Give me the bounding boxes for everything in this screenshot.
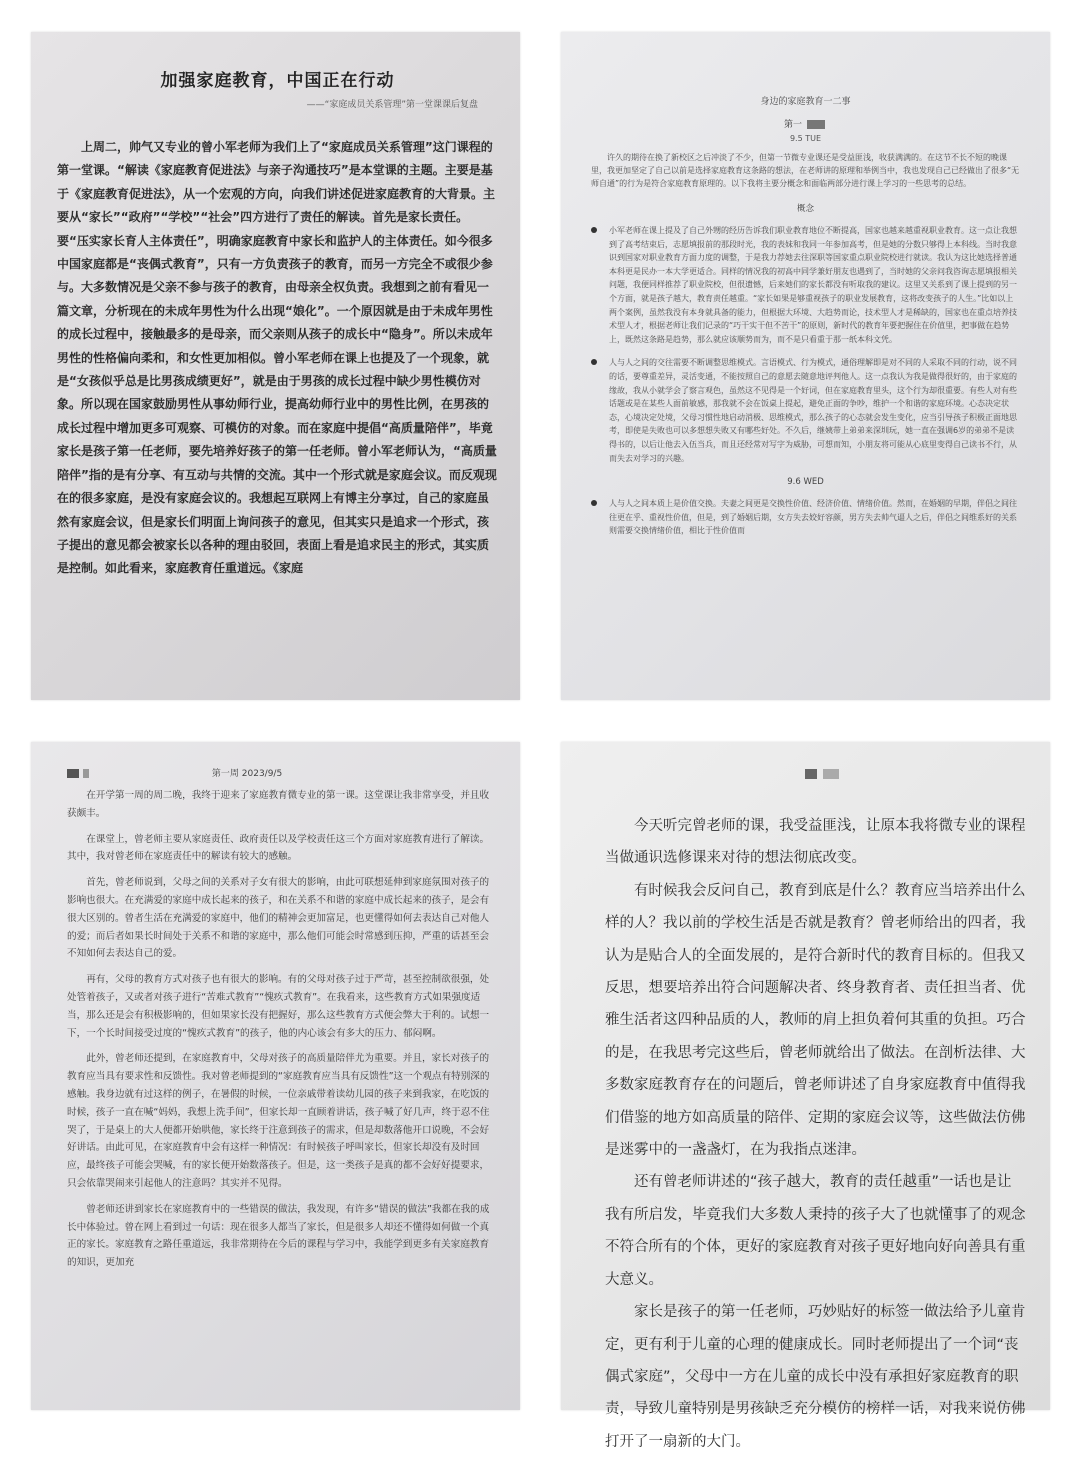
bullet-item <box>591 356 1020 465</box>
handout-page-1 <box>31 32 520 700</box>
bullet-item <box>591 497 1020 538</box>
handout-page-3 <box>31 742 520 1410</box>
bullet-text: 小军老师在课上提及了自己外甥的经历告诉我们职业教育地位不断提高，国家也越来越重视职业教育。这一点让我想到了高考结束后，志愿填报前的那段时光，我的表妹和我同一年参加高考，但是她的分数只够得上本科线。当时我意识到国家对职业教育方面力度的调整，于是我力荐她去往深职等国家重点职业院校进行就读。我认为这比她选择普通本科更是民办一本大学更适合。同样的情况我的初高中同学兼好朋友也遇到了，当时她的父亲问我咨询志愿填报相关问题，我便同样推荐了职业院校，但很遗憾，后来她们的家长都没有听取我的建议。这里又关系到了课上提到的另一个方面，就是孩子越大，教育责任越重。“家长如果是够重视孩子的职业发展教育，这将改变孩子的人生。”比如以上两个案例，虽然我没有本身就具备的能力，但根据大环境、大趋势而论，技术型人才是稀缺的，国家也在重点培养技术型人才，根据老师让我们记录的“巧干实干但不苦干”的原则，新时代的教育年要把握住在价值里，把事做在趋势上，既然这条路是趋势，那么就应该顺势而为，而不是只看重于那一纸本科文凭。 <box>609 226 1017 344</box>
page-subtitle: ——“家庭成员关系管理”第一堂课课后复盘 <box>306 100 478 110</box>
bullet-dot-icon <box>591 359 597 365</box>
bullet-dot-icon <box>591 227 597 233</box>
handout-page-4 <box>561 742 1050 1450</box>
redacted-mark <box>823 769 839 779</box>
body-paragraph: 再有，父母的教育方式对孩子也有很大的影响。有的父母对孩子过于严苛，甚至控制欲很强，处处管着孩子，又或者对孩子进行“苦难式教育”“愧疚式教育”。在我看来，这些教育方式如果强度适当，那么还是会有积极影响的，但如果家长没有把握好，那么这些教育方式便会弊大于利的。试想一下，一个长时间接受过度的“愧疚式教育”的孩子，他的内心该会有多大的压力、郁闷啊。 <box>67 974 490 1039</box>
body-paragraph: 首先，曾老师说到，父母之间的关系对子女有很大的影响，由此可联想延伸到家庭氛围对孩子的影响也很大。在充满爱的家庭中成长起来的孩子，和在关系不和谐的家庭中成长起来的孩子，是会有很大区别的。曾者生活在充满爱的家庭中，他们的精神会更加富足，也更懂得如何去表达自己对他人的爱；而后者如果长时间处于关系不和谐的家庭中，那么他们可能会时常感到压抑，严重的话甚至会不知如何去表达自己的爱。 <box>67 877 490 960</box>
header-date: 2023/9/5 <box>241 769 283 779</box>
header-week: 第一周 <box>211 769 239 779</box>
body-paragraph: 在课堂上，曾老师主要从家庭责任、政府责任以及学校责任这三个方面对家庭教育进行了解读。其中，我对曾老师在家庭责任中的解读有较大的感触。 <box>67 833 490 863</box>
handout-page-2 <box>561 32 1050 700</box>
body-paragraph: 有时候我会反问自己，教育到底是什么？教育应当培养出什么样的人？我以前的学校生活是否就是教育？曾老师给出的四者，我认为是贴合人的全面发展的，是符合新时代的教育目标的。但我又反思，想要培养出符合问题解决者、终身教育者、责任担当者、优雅生活者这四种品质的人，教师的肩上担负着何其重的负担。巧合的是，在我思考完这些后，曾老师就给出了做法。在剖析法律、大多数家庭教育存在的问题后，曾老师讲述了自身家庭教育中值得我们借鉴的地方如高质量的陪伴、定期的家庭会议等，这些做法仿佛是迷雾中的一盏盏灯，在为我指点迷津。 <box>605 882 1026 1159</box>
bullet-text: 人与人之间本质上是价值交换。夫妻之间更是交换性价值、经济价值、情绪价值。然而，在婚姻的早期，伴侣之间往往更在乎、重视性价值，但是，到了婚姻后期，女方失去姣好容颜，男方失去帅气逼人之后，伴侣之间维系好的关系则需要交换情绪价值，相比于性价值而 <box>609 499 1017 536</box>
redacted-name <box>67 769 79 778</box>
redacted-name <box>805 769 817 779</box>
bullet-text: 人与人之间的交往需要不断调整思维模式。言语模式、行为模式，通俗理解即是对不同的人采取不同的行动，说不同的话，要尊重差异，灵活变通，不能按照自己的意愿去随意地评判他人。这一点我认为我是做得很好的，由于家庭的缘故，我从小就学会了察言观色，虽然这不见得是一个好词，但在家庭教育里头，这个行为却很重要。有些人对有些话题或是在某些人面前敏感，那我就不会在饭桌上提起，避免正面的争吵，维护一个和谐的家庭环境。心态决定状态，心境决定处境，父母习惯性地启动消极、思维模式，那么孩子的心态就会发生变化，应当引导孩子积极正面地思考，即使是失败也可以多想想失败又有哪些好处。不久后，继姨带上弟弟来深圳玩，她一直在强调6岁的弟弟不是读得书的，以后让他去入伍当兵，而且还经常对写字为威胁，可想而知，小朋友将可能从心底里变得自己读书不行，从而失去对学习的兴趣。 <box>609 358 1017 463</box>
body-paragraph: 此外，曾老师还提到，在家庭教育中，父母对孩子的高质量陪伴尤为重要。并且，家长对孩子的教育应当具有要求性和反馈性。我对曾老师提到的“家庭教育应当具有反馈性”这一个观点有特别深的感触。我身边就有过这样的例子，在暑假的时候，一位亲戚带着读幼儿园的孩子来到我家，在吃饭的时候，孩子一直在喊“妈妈，我想上洗手间”，但家长却一直顾着讲话，孩子喊了好几声，终于忍不住哭了，于是桌上的大人便都开始哄他，家长终于注意到孩子的需求，但是却数落他开口说晚，不会好好讲话。由此可见，在家庭教育中会有这样一种情况：有时候孩子呼叫家长，但家长却没有及时回应，最终孩子可能会哭喊，有的家长便开始数落孩子。但是，这一类孩子是真的都不会好好提要求，只会依靠哭闹来引起他人的注意吗？其实并不见得。 <box>67 1053 490 1189</box>
bullet-item <box>591 224 1020 346</box>
section-heading: 概念 <box>796 204 814 214</box>
entry-date: 9.5 TUE <box>789 134 822 143</box>
body-paragraph: 曾老师还讲到家长在家庭教育中的一些错误的做法，我发现，有许多“错误的做法”我都在我的成长中体验过。曾在网上看到过一句话：现在很多人都当了家长，但是很多人却还不懂得如何做一个真正的家长。家庭教育之路任重道远，我非常期待在今后的课程与学习中，我能学到更多有关家庭教育的知识，更加充 <box>67 1203 490 1269</box>
redacted-mark <box>83 769 89 778</box>
page-header <box>67 766 490 779</box>
author-line <box>591 117 1020 130</box>
page-title: 加强家庭教育，中国正在行动 <box>160 71 395 91</box>
page-header <box>605 764 1026 776</box>
page-title: 身边的家庭教育一二事 <box>760 97 851 107</box>
body-paragraph: 上周二，帅气又专业的曾小军老师为我们上了“家庭成员关系管理”这门课程的第一堂课。“解读《家庭教育促进法》与亲子沟通技巧”是本堂课的主题。主要是基于《家庭教育促进法》，从一个宏观的方向，向我们讲述促进家庭教育的大背景。主要从“家长”“政府”“学校”“社会”四方进行了责任的解读。首先是家长责任。要“压实家长育人主体责任”，明确家庭教育中家长和监护人的主体责任。如今很多中国家庭都是“丧偶式教育”，只有一方负责孩子的教育，而另一方完全不或很少参与。大多数情况是父亲不参与孩子的教育，由母亲全权负责。我想到之前有看见一篇文章，分析现在的未成年男性为什么出现“娘化”。一个原因就是由于未成年男性的成长过程中，接触最多的是母亲，而父亲则从孩子的成长中“隐身”。所以未成年男性的性格偏向柔和，和女性更加相似。曾小军老师在课上也提及了一个现象，就是“女孩似乎总是比男孩成绩更好”，就是由于男孩的成长过程中缺少男性模仿对象。所以现在国家鼓励男性从事幼师行业，提高幼师行业中的男性比例，在男孩的成长过程中增加更多可观察、可模仿的对象。而在家庭中提倡“高质量陪伴”，毕竟家长是孩子第一任老师，要先培养好孩子的第一任老师。曾小军老师认为，“高质量陪伴”指的是有分享、有互动与共情的交流。其中一个形式就是家庭会议。而反观现在的很多家庭，是没有家庭会议的。我想起互联网上有博主分享过，自己的家庭虽然有家庭会议，但是家长们明面上询问孩子的意见，但其实只是追求一个形式，孩子提出的意见都会被家长以各种的理由驳回，表面上看是追求民主的形式，其实质是控制。如此看来，家庭教育任重道远。《家庭 <box>57 140 497 576</box>
redacted-name <box>807 120 825 129</box>
body-paragraph: 还有曾老师讲述的“孩子越大，教育的责任越重”一话也是让我有所启发，毕竟我们大多数人秉持的孩子大了也就懂事了的观念不符合所有的个体，更好的家庭教育对孩子更好地向好向善具有重大意义。 <box>605 1174 1026 1288</box>
author-prefix: 第一 <box>784 120 803 130</box>
body-paragraph: 今天听完曾老师的课，我受益匪浅，让原本我将微专业的课程当做通识选修课来对待的想法彻底改变。 <box>605 818 1026 867</box>
entry-date: 9.6 WED <box>787 477 824 488</box>
bullet-dot-icon <box>591 500 597 506</box>
body-paragraph: 家长是孩子的第一任老师，巧妙贴好的标签一做法给予儿童肯定，更有利于儿童的心理的健康成长。同时老师提出了一个词“丧偶式家庭”，父母中一方在儿童的成长中没有承担好家庭教育的职责，导致儿童特别是男孩缺乏充分模仿的榜样一话，对我来说仿佛打开了一扇新的大门。 <box>605 1304 1026 1450</box>
intro-paragraph: 许久的期待在换了新校区之后冲淡了不少，但第一节微专业课还是受益匪浅，收获满满的。在这节不长不短的晚课里，我更加坚定了自己以前是选择家庭教育这条路的想法，在老师讲的原理和举例当中，我也发现自己已经做出了很多“无师自通”的行为是符合家庭教育原理的。以下我将主要分概念和面临两部分进行课上学习的一些思考的总结。 <box>591 153 1020 188</box>
body-paragraph: 在开学第一周的周二晚，我终于迎来了家庭教育微专业的第一课。这堂课让我非常享受，并且收获颇丰。 <box>67 790 490 819</box>
